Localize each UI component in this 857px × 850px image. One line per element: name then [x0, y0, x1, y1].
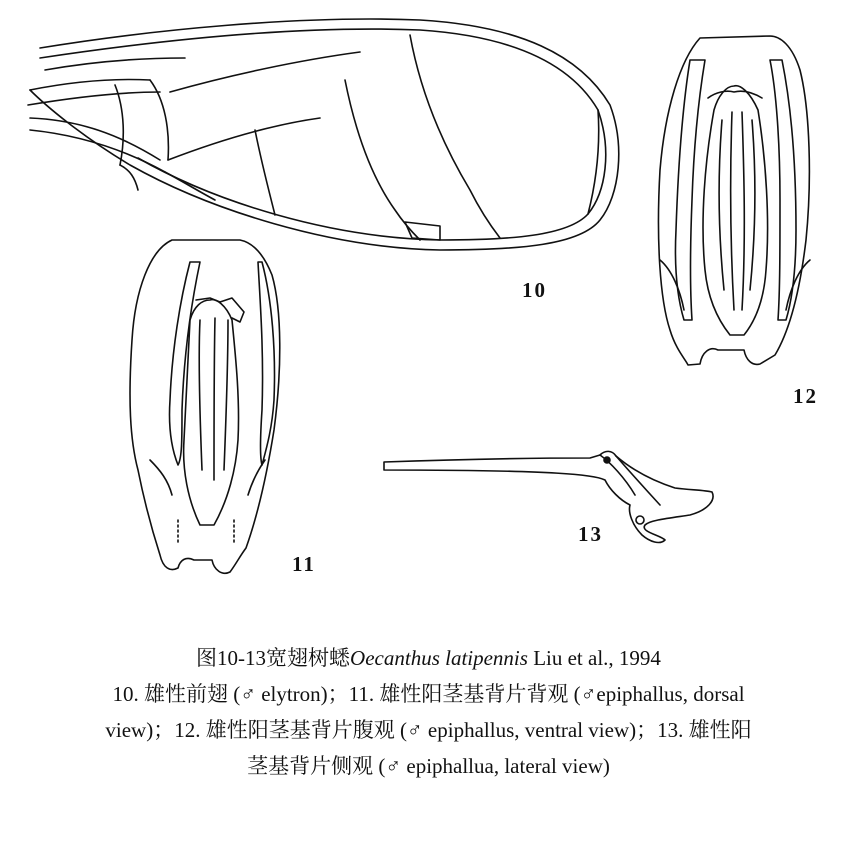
caption-title-author: Liu et al., 1994: [527, 646, 661, 670]
caption-line-3: view)；12. 雄性阳茎基背片腹观 (♂ epiphallus, ventral view)；13. 雄性阳: [105, 718, 752, 742]
figure-label-12: 12: [793, 384, 818, 408]
figure-caption: [0, 640, 857, 784]
figure-label-11: 11: [292, 552, 316, 576]
figure-label-13: 13: [578, 522, 603, 546]
figure-label-10: 10: [522, 278, 547, 302]
caption-line-4: 茎基背片侧观 (♂ epiphallua, lateral view): [247, 754, 610, 778]
caption-title: [0, 640, 857, 676]
caption-line-2: 10. 雄性前翅 (♂ elytron)；11. 雄性阳茎基背片背观 (♂epiphallus, dorsal: [112, 682, 745, 706]
elytron-drawing: [28, 19, 619, 250]
caption-title-prefix: 图10-13宽翅树蟋: [196, 646, 351, 670]
caption-species-name: Oecanthus latipennis: [350, 646, 528, 670]
epiphallus-lateral-drawing: [384, 451, 713, 542]
epiphallus-dorsal-drawing: [130, 240, 280, 573]
epiphallus-ventral-drawing: [658, 36, 810, 365]
